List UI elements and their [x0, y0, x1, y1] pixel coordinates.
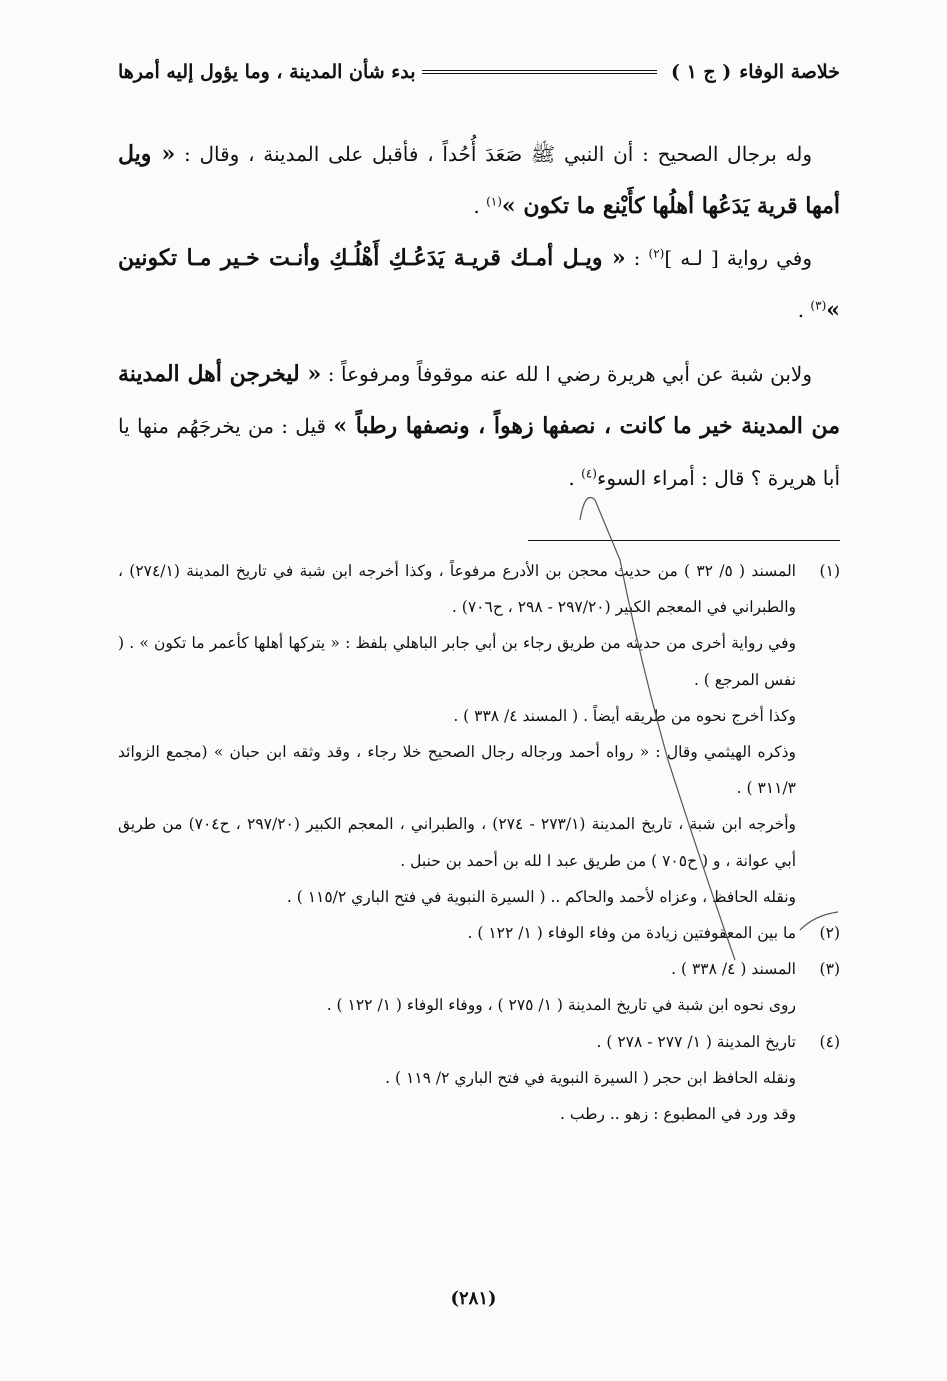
footnote-4-cont: وقد ورد في المطبوع : زهو .. رطب . [560, 1105, 796, 1124]
footnote-ref-1[interactable]: (١) [486, 194, 502, 209]
footnote-ref-3[interactable]: (٣) [810, 298, 827, 313]
footnote-number: (٤) [819, 1032, 840, 1051]
footnote-1-cont: وفي رواية أخرى من حديثه من طريق رجاء بن أبي جابر الباهلي بلفظ : « يتركها أهلها كأعمر ما تكون » . ( نفس المرجع ) . [118, 634, 796, 689]
footnote-1-cont: وأخرجه ابن شبة ، تاريخ المدينة (٢٧٣/١ - ٢٧٤) ، والطبراني ، المعجم الكبير (٢٩٧/٢٠ ، ح٧٠٤) من طريق أبي عوانة ، و ( ح٧٠٥ ) من طريق عبد ا لله بن أحمد بن حنبل . [118, 815, 797, 870]
footnote-number: (١) [819, 562, 840, 580]
hadith-quote-2: « ويـل أمـك قريـة يَدَعُـكِ أَهْلُـكِ وأنـت خـير مـا تكونين » [118, 245, 840, 323]
footnote-number: (٢) [819, 924, 840, 943]
hadith-quote-1: « ويل أمها قرية يَدَعُها أهلُها كأَيْنع ما تكون » [118, 141, 840, 219]
footnote-number: (٣) [819, 960, 840, 979]
volume-number: ( ج ١ ) [670, 61, 732, 83]
footnote-1-cont: وكذا أخرج نحوه من طريقه أيضاً . ( المسند ٤/ ٣٣٨ ) . [453, 706, 796, 725]
paragraph-2: وفي رواية [ لـه ]$^{(٢)}$ : « ويـل أمـك قريـة يَدَعُـكِ أَهْلُـكِ وأنـت خـير مـا تكونين »$^{(٣)}$ . [118, 245, 840, 323]
header-rule [422, 70, 657, 74]
page-number: (٢٨١) [450, 1288, 497, 1309]
footnote-1-cont: ونقله الحافظ ، وعزاه لأحمد والحاكم .. ( السيرة النبوية في فتح الباري ١١٥/٢ ) . [286, 887, 796, 906]
running-header [118, 52, 840, 92]
main-text [118, 128, 840, 504]
footnotes [118, 553, 840, 1132]
chapter-title: بدء شأن المدينة ، وما يؤول إليه أمرها [118, 61, 416, 83]
footnote-4-cont: ونقله الحافظ ابن حجر ( السيرة النبوية في فتح الباري ٢/ ١١٩ ) . [385, 1068, 796, 1087]
hadith-quote-3: « ليخرجن أهل المدينة من المدينة خير ما كانت ، نصفها زهواً ، ونصفها رطباً » [118, 361, 841, 439]
footnote-1-cont: وذكره الهيثمي وقال : « رواه أحمد ورجاله رجال الصحيح خلا رجاء ، وقد وثقه ابن حبان » (مجمع الزوائد ٣١١/٣ ) . [118, 743, 796, 798]
footnote-separator [528, 540, 840, 541]
footnote-1: (١) المسند ( ٥/ ٣٢ ) من حديث محجن بن الأدرع مرفوعاً ، وكذا أخرجه ابن شبة في تاريخ المدينة (٢٧٤/١) ، والطبراني في المعجم الكبير (٢٩٧/٢٠ - ٢٩٨ ، ح٧٠٦) . [118, 553, 840, 625]
footnote-4: (٤) تاريخ المدينة ( ١/ ٢٧٧ - ٢٧٨ ) . [118, 1024, 840, 1060]
paragraph-3: ولابن شبة عن أبي هريرة رضي ا لله عنه موقوفاً ومرفوعاً : « ليخرجن أهل المدينة من المدينة خير ما كانت ، نصفها زهواً ، ونصفها رطباً » قيل : من يخرجَهُم منها يا أبا هريرة ؟ قال : أمراء السوء$^{(٤)}$ . [118, 361, 841, 490]
footnote-2: (٢) ما بين المعقوفتين زيادة من وفاء الوفاء ( ١/ ١٢٢ ) . [118, 915, 840, 951]
footnote-ref-4[interactable]: (٤) [581, 466, 597, 481]
paragraph-1: وله برجال الصحيح : أن النبي ﷺ صَعَدَ أُحُداً ، فأقبل على المدينة ، وقال : « ويل أمها قرية يَدَعُها أهلُها كأَيْنع ما تكون »$^{(١)}$ . [118, 141, 840, 219]
footnote-3: (٣) المسند ( ٤/ ٣٣٨ ) . [118, 951, 840, 987]
footnote-ref-2[interactable]: (٢) [648, 246, 665, 261]
book-title: خلاصة الوفاء [739, 61, 840, 83]
footnote-3-cont: روى نحوه ابن شبة في تاريخ المدينة ( ١/ ٢٧٥ ) ، ووفاء الوفاء ( ١/ ١٢٢ ) . [326, 996, 796, 1015]
